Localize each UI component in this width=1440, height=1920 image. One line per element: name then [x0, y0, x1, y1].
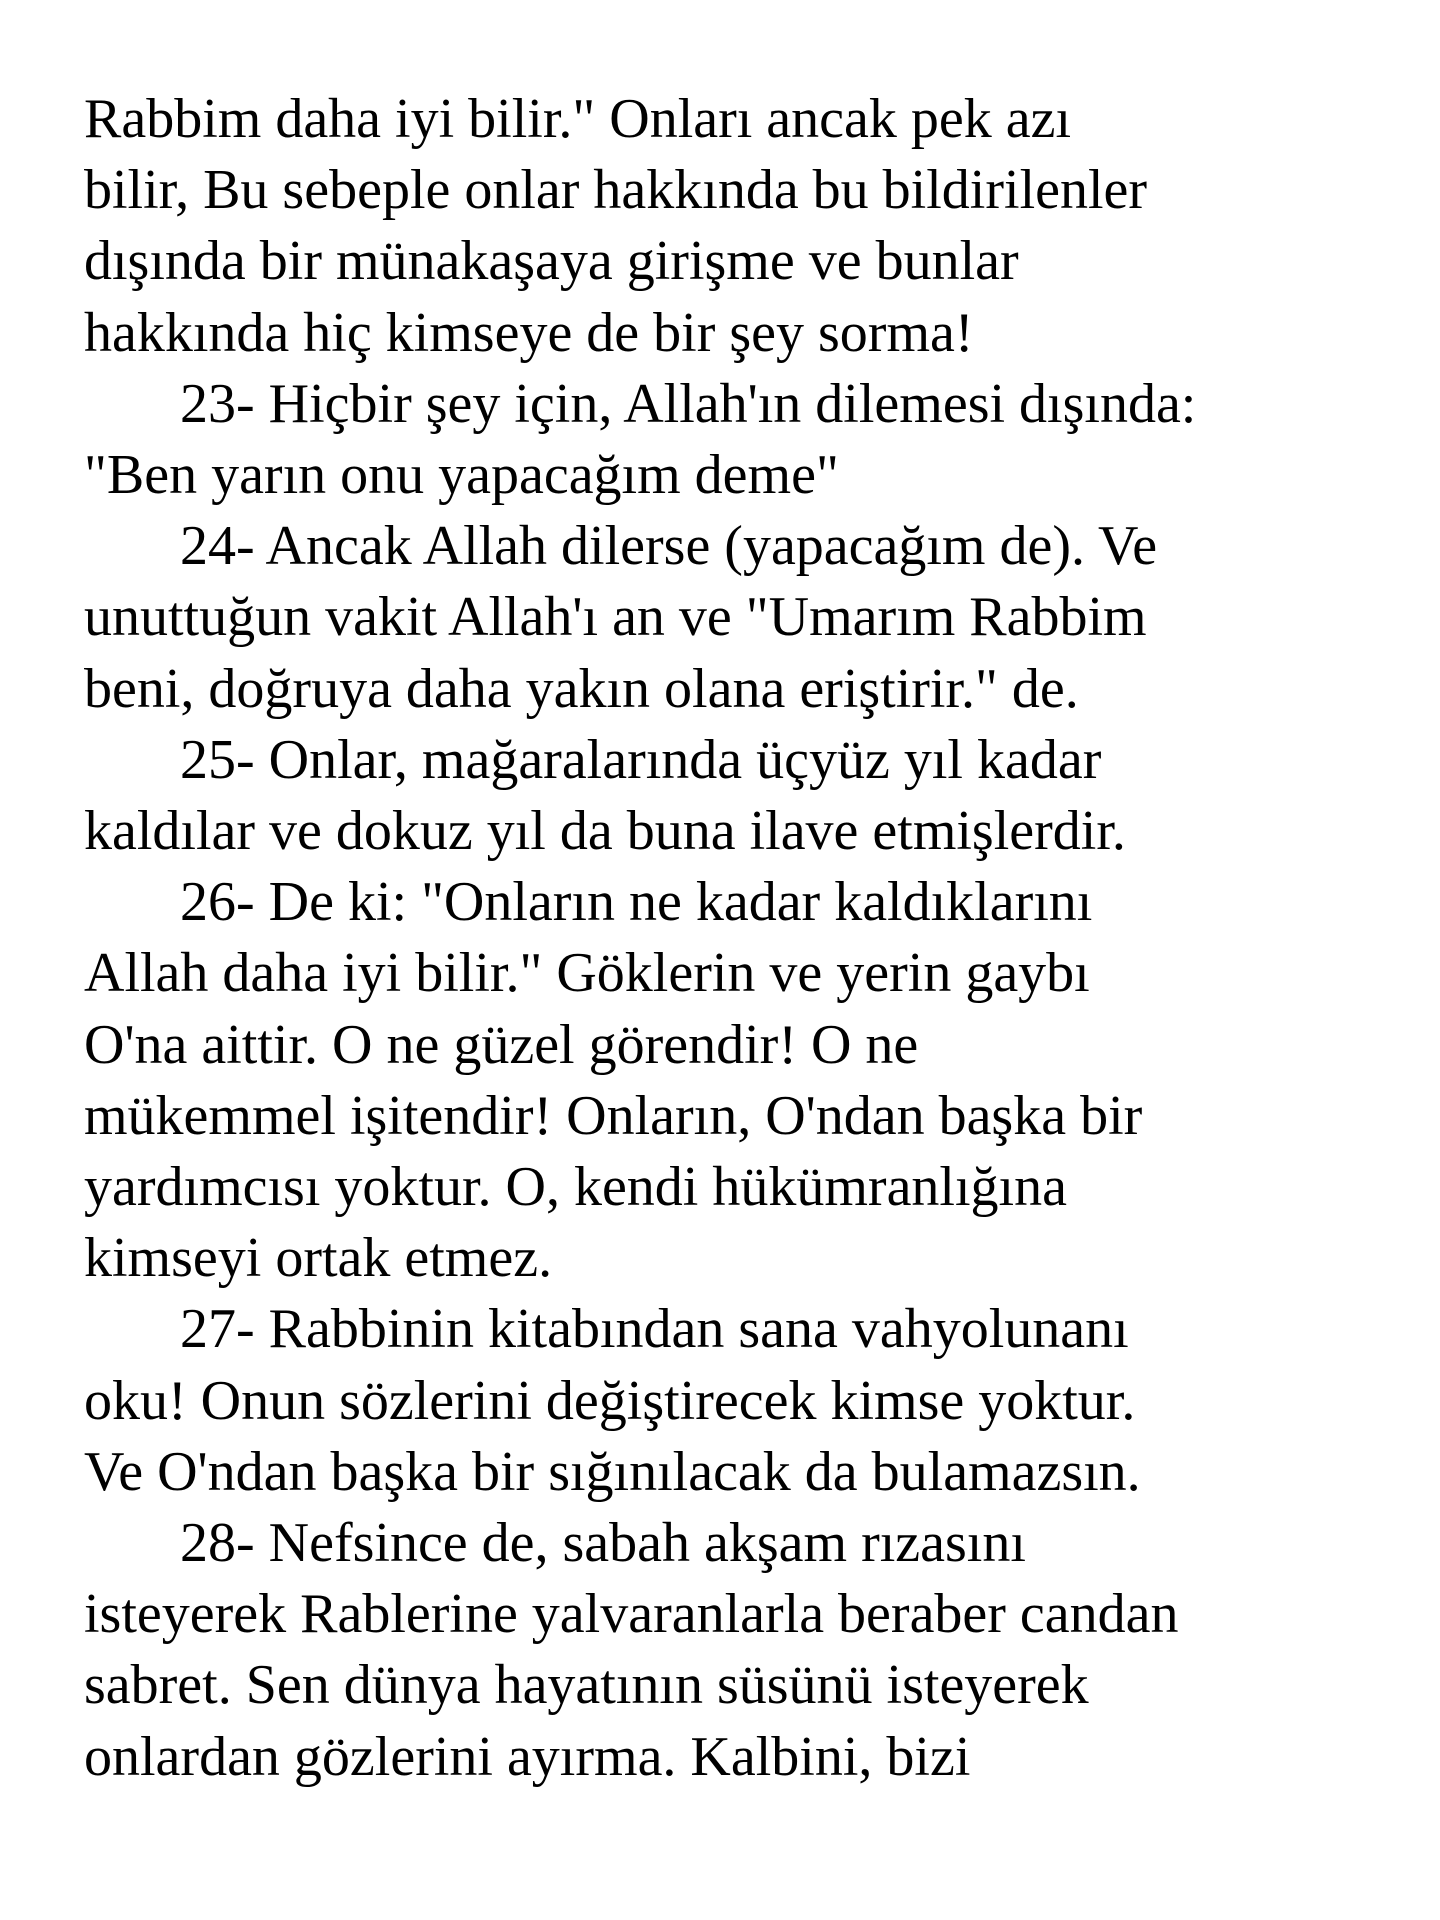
text-line: dışında bir münakaşaya girişme ve bunlar	[84, 230, 1019, 293]
verse-25	[84, 725, 1404, 867]
text-line: Rabbim daha iyi bilir." Onları ancak pek azı	[84, 88, 1071, 150]
text-line: beni, doğruya daha yakın olana eriştirir." de.	[84, 657, 1079, 720]
text-line: mükemmel işitendir! Onların, O'ndan başka bir	[84, 1084, 1143, 1147]
text-line: "Ben yarın onu yapacağım deme"	[84, 444, 839, 507]
text-line: 25- Onlar, mağaralarında üçyüz yıl kadar	[180, 728, 1102, 791]
text-line: Ve O'ndan başka bir sığınılacak da bulamazsın.	[84, 1440, 1141, 1503]
document-page	[84, 84, 1404, 1793]
text-line: 23- Hiçbir şey için, Allah'ın dilemesi dışında:	[180, 372, 1197, 435]
verse-24	[84, 511, 1404, 725]
text-line: O'na aittir. O ne güzel görendir! O ne	[84, 1013, 919, 1076]
text-line: Allah daha iyi bilir." Göklerin ve yerin gaybı	[84, 942, 1090, 1005]
text-line: 24- Ancak Allah dilerse (yapacağım de). Ve	[180, 515, 1158, 578]
text-line: oku! Onun sözlerini değiştirecek kimse yoktur.	[84, 1369, 1136, 1432]
text-line: 26- De ki: "Onların ne kadar kaldıklarını	[180, 871, 1093, 934]
text-line: 28- Nefsince de, sabah akşam rızasını	[180, 1512, 1026, 1575]
text-line: yardımcısı yoktur. O, kendi hükümranlığına	[84, 1156, 1067, 1219]
text-line: onlardan gözlerini ayırma. Kalbini, bizi	[84, 1725, 971, 1788]
text-line: isteyerek Rablerine yalvaranlarla beraber candan	[84, 1583, 1179, 1646]
verse-28	[84, 1508, 1404, 1793]
text-line: hakkında hiç kimseye de bir şey sorma!	[84, 301, 974, 364]
text-line: kaldılar ve dokuz yıl da buna ilave etmişlerdir.	[84, 800, 1126, 863]
text-line: unuttuğun vakit Allah'ı an ve "Umarım Rabbim	[84, 586, 1147, 649]
verse-26	[84, 867, 1404, 1294]
text-line: kimseyi ortak etmez.	[84, 1227, 553, 1290]
intro-paragraph	[84, 84, 1404, 369]
text-line: sabret. Sen dünya hayatının süsünü isteyerek	[84, 1654, 1089, 1717]
text-line: bilir, Bu sebeple onlar hakkında bu bildirilenler	[84, 159, 1148, 222]
verse-27	[84, 1294, 1404, 1508]
text-line: 27- Rabbinin kitabından sana vahyolunanı	[180, 1298, 1129, 1361]
verse-23	[84, 369, 1404, 511]
